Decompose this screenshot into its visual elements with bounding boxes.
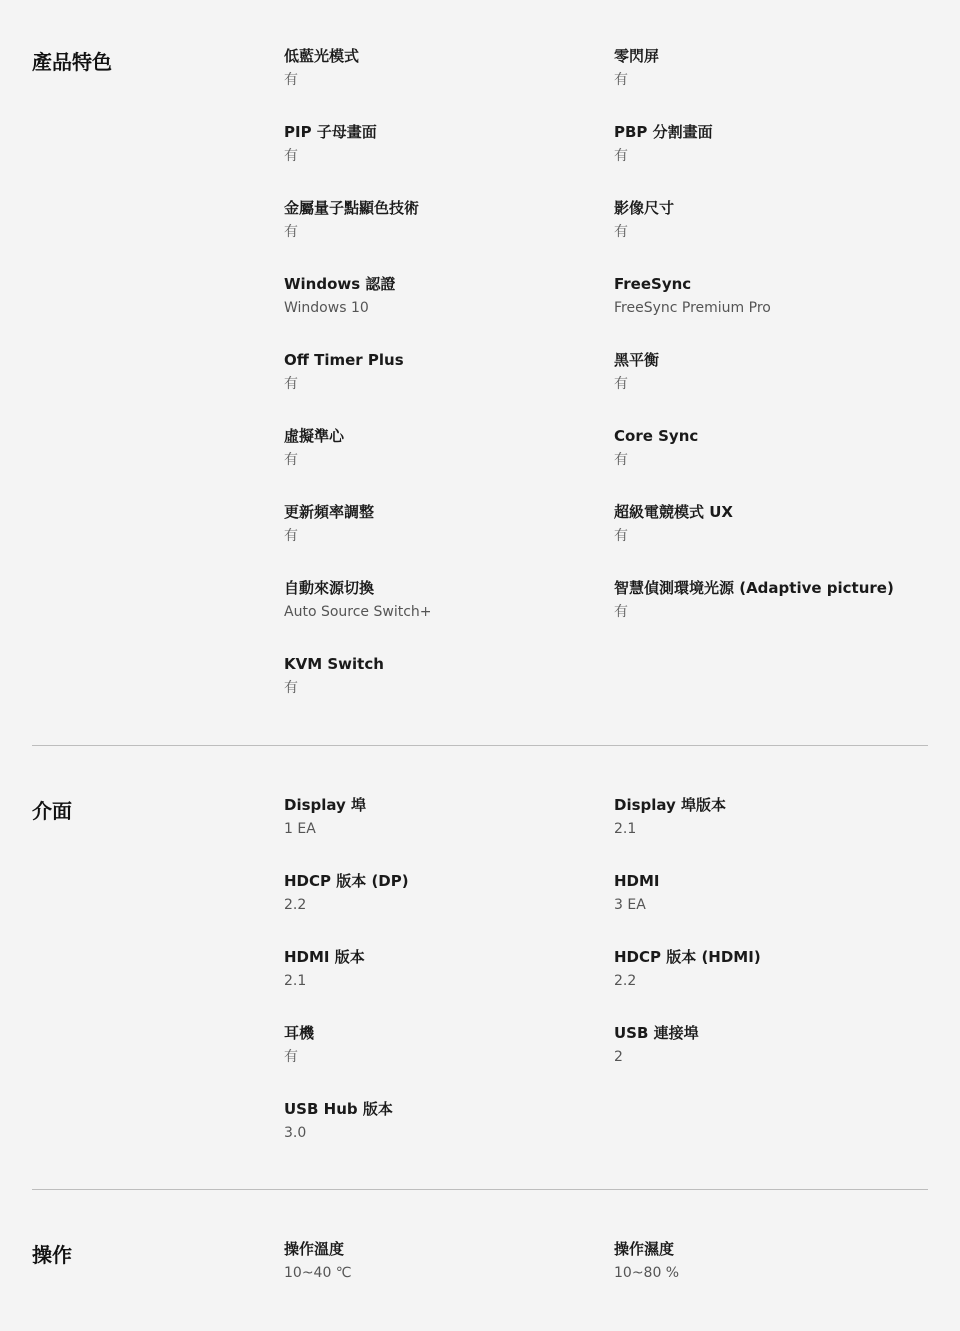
spec-value: 有 (614, 452, 628, 468)
spec-item (614, 122, 928, 198)
spec-value: 有 (614, 528, 628, 544)
spec-label: KVM Switch (284, 655, 384, 673)
spec-item (284, 274, 614, 350)
spec-item (284, 122, 614, 198)
spec-value: 有 (284, 528, 298, 544)
spec-value: 2.2 (614, 973, 637, 989)
spec-item (614, 1239, 928, 1315)
spec-item (614, 350, 928, 426)
spec-label: FreeSync (614, 275, 692, 293)
spec-label: 金屬量子點顯色技術 (284, 199, 420, 217)
section-title: 介面 (32, 799, 72, 823)
spec-value: 3.0 (284, 1125, 307, 1141)
spec-value: 有 (284, 680, 298, 696)
spec-label: USB 連接埠 (614, 1024, 699, 1042)
spec-value: 有 (614, 376, 628, 392)
spec-item (284, 46, 614, 122)
spec-label: USB Hub 版本 (284, 1100, 393, 1118)
spec-item (284, 947, 614, 1023)
spec-item (284, 502, 614, 578)
spec-label: 黑平衡 (614, 351, 660, 369)
spec-value: 有 (284, 72, 298, 88)
spec-value: 2.2 (284, 897, 307, 913)
spec-value: 有 (284, 376, 298, 392)
spec-item (614, 426, 928, 502)
spec-item (614, 871, 928, 947)
spec-label: 零閃屏 (614, 47, 660, 65)
spec-item (284, 1099, 614, 1175)
spec-value: 有 (284, 1049, 298, 1065)
spec-grid (284, 1239, 928, 1315)
spec-label: 虛擬準心 (284, 427, 345, 445)
spec-item (614, 46, 928, 122)
spec-item (284, 1023, 614, 1099)
spec-value: 有 (614, 224, 628, 240)
spec-value: Auto Source Switch+ (284, 604, 432, 620)
spec-label: HDMI (614, 872, 660, 890)
spec-value: 有 (614, 72, 628, 88)
spec-value: Windows 10 (284, 300, 369, 316)
section-divider (32, 1189, 928, 1190)
spec-value: 2.1 (284, 973, 307, 989)
spec-label: 超級電競模式 UX (614, 503, 733, 521)
spec-label: Display 埠 (284, 796, 367, 814)
spec-label: 耳機 (284, 1024, 315, 1042)
spec-item (614, 795, 928, 871)
spec-label: 操作濕度 (614, 1240, 675, 1258)
spec-item (284, 871, 614, 947)
spec-label: HDMI 版本 (284, 948, 365, 966)
spec-item (284, 350, 614, 426)
spec-value: 2 (614, 1049, 623, 1065)
spec-item (284, 795, 614, 871)
section-title: 產品特色 (32, 50, 112, 74)
spec-value: 1 EA (284, 821, 316, 837)
spec-label: 低藍光模式 (284, 47, 360, 65)
spec-label: Windows 認證 (284, 275, 396, 293)
spec-grid (284, 46, 928, 730)
spec-item (284, 198, 614, 274)
spec-label: 智慧偵測環境光源 (Adaptive picture) (614, 579, 894, 597)
section-title: 操作 (32, 1243, 72, 1267)
spec-value: 有 (284, 224, 298, 240)
spec-label: 影像尺寸 (614, 199, 675, 217)
spec-label: Core Sync (614, 427, 699, 445)
spec-value: 有 (284, 148, 298, 164)
spec-value: 3 EA (614, 897, 646, 913)
spec-item (614, 578, 928, 654)
spec-label: Off Timer Plus (284, 351, 404, 369)
spec-grid (284, 795, 928, 1175)
spec-label: HDCP 版本 (HDMI) (614, 948, 761, 966)
spec-label: Display 埠版本 (614, 796, 727, 814)
spec-item (284, 1239, 614, 1315)
spec-value: FreeSync Premium Pro (614, 300, 771, 316)
spec-value: 2.1 (614, 821, 637, 837)
spec-label: PIP 子母畫面 (284, 123, 377, 141)
spec-label: 操作溫度 (284, 1240, 345, 1258)
spec-label: 更新頻率調整 (284, 503, 375, 521)
section-divider (32, 745, 928, 746)
spec-item (284, 654, 614, 730)
spec-value: 有 (614, 148, 628, 164)
spec-item (614, 274, 928, 350)
spec-value: 10~40 ℃ (284, 1265, 352, 1281)
spec-label: 自動來源切換 (284, 579, 375, 597)
spec-value: 有 (284, 452, 298, 468)
spec-item (614, 502, 928, 578)
spec-item (614, 198, 928, 274)
spec-value: 10~80 % (614, 1265, 680, 1281)
spec-label: PBP 分割畫面 (614, 123, 713, 141)
spec-item (614, 947, 928, 1023)
spec-value: 有 (614, 604, 628, 620)
spec-item (284, 578, 614, 654)
spec-label: HDCP 版本 (DP) (284, 872, 409, 890)
spec-item (284, 426, 614, 502)
spec-item (614, 1023, 928, 1099)
